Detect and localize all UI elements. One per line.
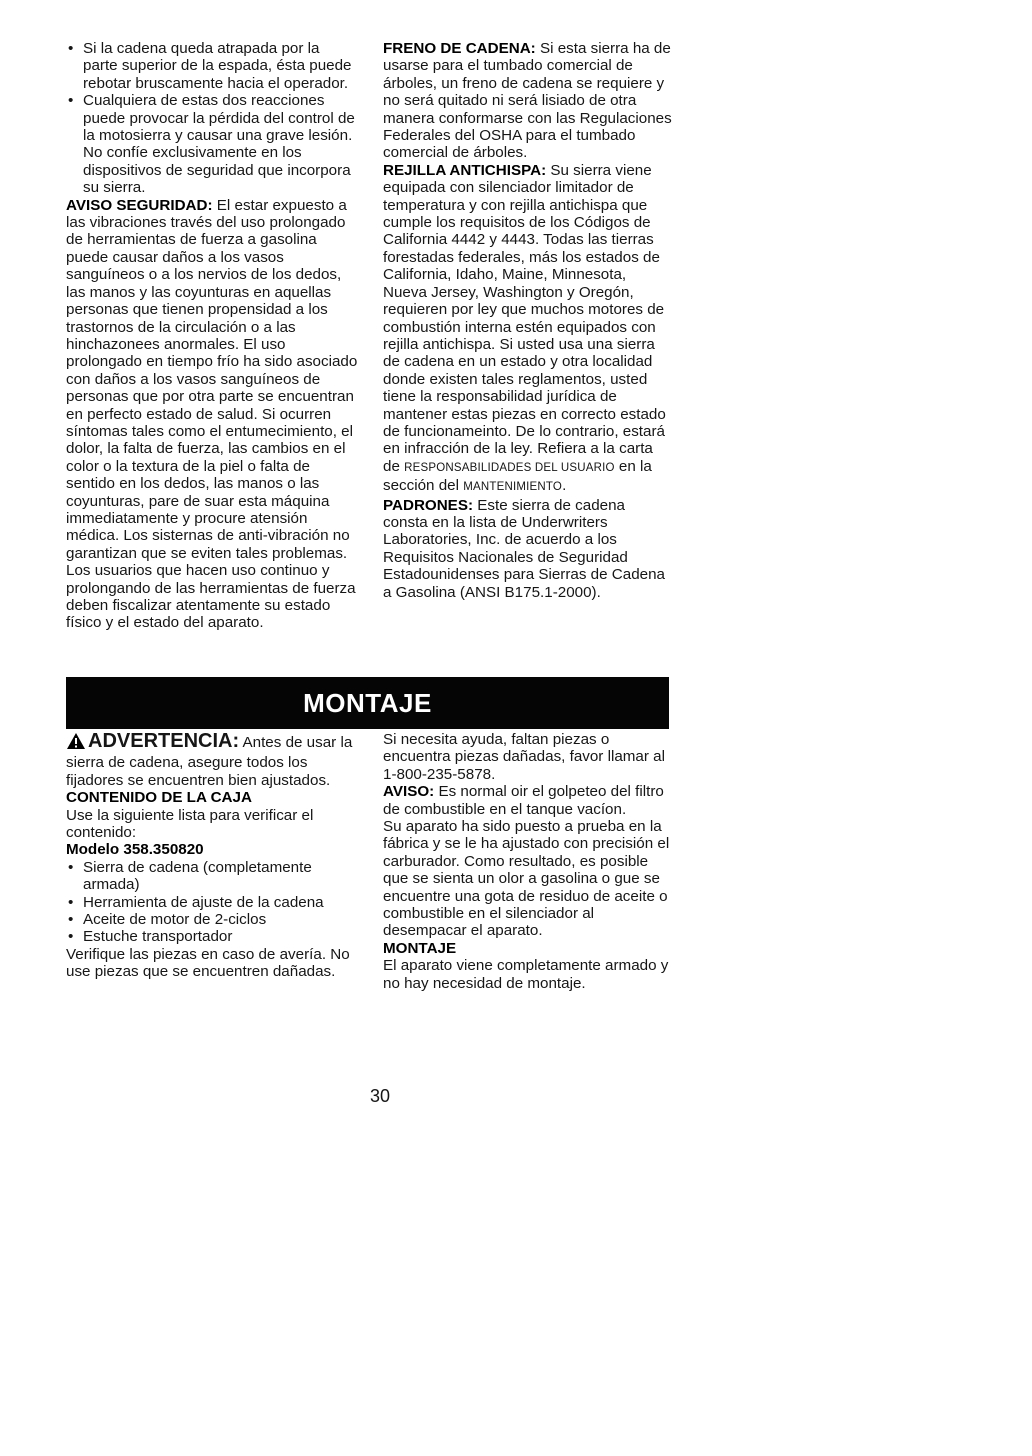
advertencia-paragraph	[66, 732, 358, 789]
aviso-text: Es normal oir el golpeteo del filtro de combustible en el tanque vacíon.	[383, 783, 664, 818]
rejilla-paragraph	[383, 162, 673, 497]
modelo-label: Modelo 358.350820	[66, 841, 204, 859]
list-item: • Sierra de cadena (completamente armada)	[68, 858, 312, 894]
verifique-paragraph: Verifique las piezas en caso de avería. No use piezas que se encuentren dañadas.	[66, 945, 350, 981]
aviso-seguridad-text: El estar expuesto a las vibraciones través del uso prolongado de herramientas de fuerza a gasolina puede causar daños a los vasos sanguíneos o a los nervios de los dedos, las manos y las coyunturas en aquellas personas que tienen propensidad a los trastornos de la circulación o a las hinchazonees anormales. El uso prolongado en tiempo frío ha sido asociado con daños a los vasos sanguíneos de personas que por otra parte se encuentran en perfecto estado de salud. Si ocurren síntomas tales como el entumecimiento, el dolor, la falta de fuerza, las cambios en el color o la textura de la piel o falta de sentido en los dedos, las manos o las coyunturas, pare de suar esta máquina immediatamente y procure atensión médica. Los sisternas de anti-vibración no garantizan que se eviten tales problemas. Los usuarios que hacen uso continuo y prolongando de las herramientas de fuerza deben fiscalizar atentamente su estado físico y el estado del aparato.	[66, 196, 358, 632]
list-item: • Aceite de motor de 2-ciclos	[68, 911, 267, 929]
list-item: • Estuche transportador	[68, 928, 233, 946]
prueba-paragraph: Su aparato ha sido puesto a prueba en la fábrica y se le ha ajustado con precisión el carburador. Como resultado, es posible que se sienta un olor a gasolina o gue se encuentre una gota de residuo de aceite o combustible en el silenciador al desempacar el aparato.	[383, 818, 670, 940]
list-item: • Cualquiera de estas dos reacciones puede provocar la pérdida del control de la motosierra y causar una grave lesión. No confíe exclusivamente en los dispositivos de seguridad que incorpora su sierra.	[68, 92, 355, 197]
warning-icon	[66, 732, 86, 754]
padrones-label: PADRONES:	[383, 496, 474, 514]
list-item: • Si la cadena queda atrapada por la parte superior de la espada, ésta puede rebotar bruscamente hacia el operador.	[68, 40, 352, 92]
rejilla-label: REJILLA ANTICHISPA:	[383, 161, 547, 179]
aviso-seguridad-label: AVISO SEGURIDAD:	[66, 196, 213, 214]
rejilla-end: .	[562, 477, 567, 495]
right-column-top	[383, 40, 673, 601]
item-text: Herramienta de ajuste de la cadena	[83, 893, 324, 911]
mantenimiento-ref: MANTENIMIENTO	[463, 481, 563, 494]
freno-paragraph	[383, 40, 673, 162]
freno-label: FRENO DE CADENA:	[383, 40, 536, 57]
aviso-label: AVISO:	[383, 783, 435, 801]
padrones-paragraph	[383, 497, 673, 601]
bullet-text: Si la cadena queda atrapada por la parte superior de la espada, ésta puede rebotar bruscamente hacia el operador.	[83, 40, 352, 92]
montaje-paragraph: El aparato viene completamente armado y no hay necesidad de montaje.	[383, 957, 669, 992]
bullet-text: Cualquiera de estas dos reacciones puede provocar la pérdida del control de la motosierra y causar una grave lesión. No confíe exclusivamente en los dispositivos de seguridad que incorpora su sierra.	[83, 92, 355, 197]
right-column-bottom	[383, 731, 673, 992]
padrones-text: Este sierra de cadena consta en la lista de Underwriters Laboratories, Inc. de acuerdo a los Requisitos Nacionales de Seguridad Estadounidenses para Sierras de Cadena a Gasolina (ANSI B175.1-2000).	[383, 496, 665, 601]
left-column-bottom	[66, 732, 358, 981]
responsabilidades-ref: RESPONSABILIDADES DEL USUARIO	[404, 461, 615, 474]
advertencia-text: Antes de usar la sierra de cadena, asegure todos los fijadores se encuentren bien ajustados.	[66, 734, 353, 789]
aviso-seguridad-paragraph	[66, 197, 358, 632]
ayuda-paragraph: Si necesita ayuda, faltan piezas o encuentra piezas dañadas, favor llamar al 1-800-235-5878.	[383, 731, 665, 783]
item-text: Aceite de motor de 2-ciclos	[83, 911, 267, 929]
rejilla-mid: en la sección del	[383, 457, 652, 495]
page-number: 30	[369, 1086, 391, 1106]
montaje-heading: MONTAJE	[383, 939, 457, 957]
left-column-top	[66, 40, 358, 632]
aviso-paragraph	[383, 783, 673, 818]
item-text: Estuche transportador	[83, 928, 233, 946]
item-text: Sierra de cadena (completamente armada)	[83, 858, 312, 894]
freno-text: Si esta sierra ha de usarse para el tumbado comercial de árboles, un freno de cadena se requiere y no será quitado ni será lisiado de otra manera conformarse con las Regulaciones Federales del OSHA para el tumbado comercial de árboles.	[383, 40, 672, 162]
contenido-heading: CONTENIDO DE LA CAJA	[66, 789, 252, 807]
list-item: • Herramienta de ajuste de la cadena	[68, 893, 324, 911]
contenido-intro: Use la siguiente lista para verificar el contenido:	[66, 806, 314, 842]
section-banner: MONTAJE	[66, 677, 669, 729]
rejilla-text: Su sierra viene equipada con silenciador limitador de temperatura y con rejilla antichispa que cumple los requisitos de los Códigos de California 4442 y 4443. Todas las tierras forestadas federales, más los estados de California, Idaho, Maine, Minnesota, Nueva Jersey, Washington y Oregón, requieren por ley que muchos motores de combustión interna estén equipados con rejilla antichispa. Si usted usa una sierra de cadena en un estado y otra localidad donde existen tales reglamentos, usted tiene la responsabilidad jurídica de mantener estas piezas en correcto estado de funcionameinto. De lo contrario, estará en infracción de la ley. Refiera a la carta de	[383, 161, 666, 475]
advertencia-label: ADVERTENCIA:	[88, 730, 240, 752]
